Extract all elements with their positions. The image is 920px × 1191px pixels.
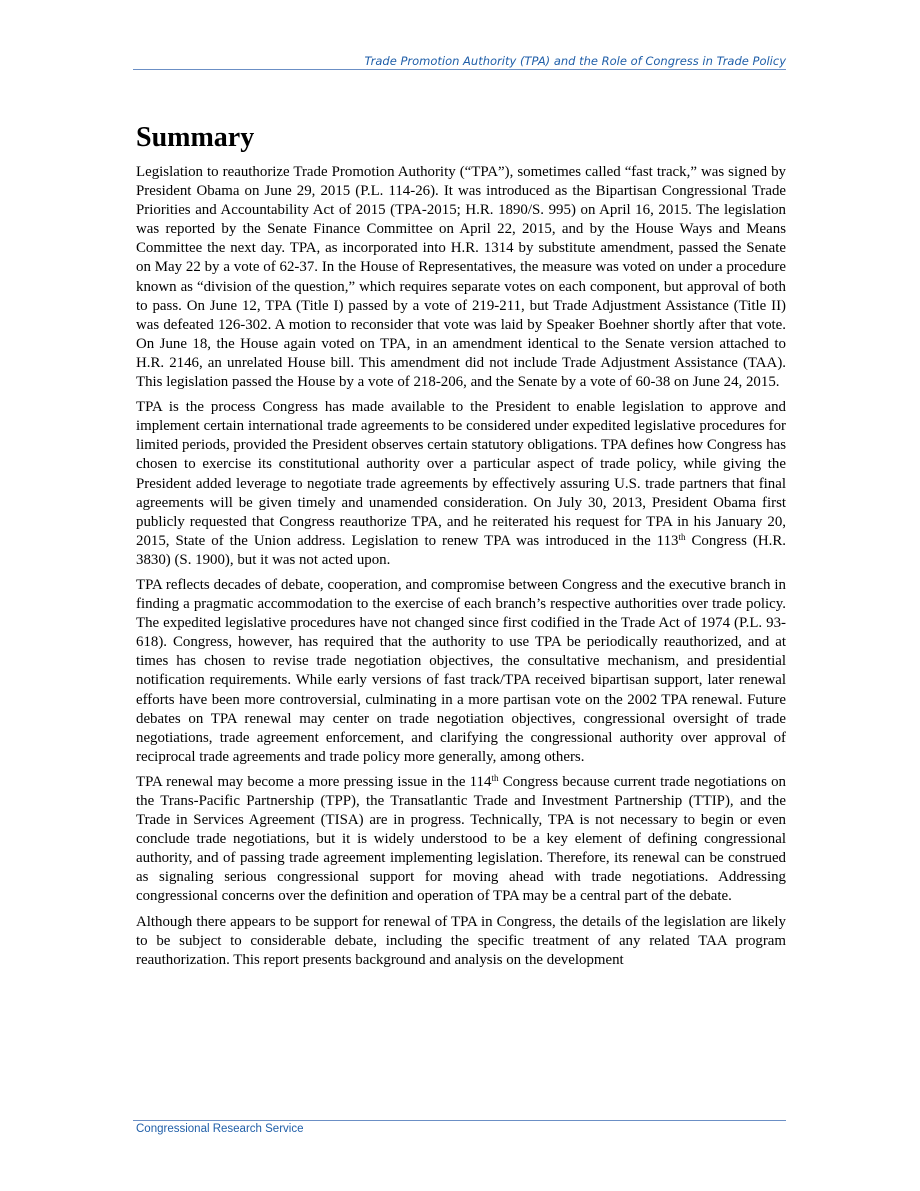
paragraph-5: Although there appears to be support for renewal of TPA in Congress, the details of the legislation are likely to be subject to considerable debate, including the specific treatment of any related TAA program reauthorization. This report presents background and analysis on the development — [136, 913, 786, 968]
paragraph-2 — [136, 398, 786, 570]
ordinal-suffix: th — [678, 531, 686, 542]
paragraph-3: TPA reflects decades of debate, cooperation, and compromise between Congress and the executive branch in finding a pragmatic accommodation to the exercise of each branch’s respective authorities over trade policy. The expedited legislative procedures have not changed since first codified in the Trade Act of 1974 (P.L. 93-618). Congress, however, has required that the authority to use TPA be periodically reauthorized, and at times has chosen to revise trade negotiation objectives, the consultative mechanism, and presidential notification requirements. While early versions of fast track/TPA received bipartisan support, later renewal efforts have been more controversial, culminating in a more partisan vote on the 2002 TPA renewal. Future debates on TPA renewal may center on trade negotiation objectives, congressional oversight of trade negotiations, trade agreement enforcement, and clarifying the congressional authority over approval of reciprocal trade agreements and trade policy more generally, among others. — [136, 576, 786, 765]
header-divider — [133, 69, 786, 70]
summary-section — [136, 120, 786, 976]
paragraph-2-text-b: Congress (H.R. 3830) (S. 1900), but it was not acted upon. — [136, 532, 786, 568]
paragraph-4-text-a: TPA renewal may become a more pressing issue in the 114 — [136, 773, 492, 790]
paragraph-4 — [136, 773, 786, 907]
running-header: Trade Promotion Authority (TPA) and the Role of Congress in Trade Policy — [364, 54, 786, 68]
section-heading: Summary — [136, 122, 255, 153]
paragraph-2-text-a: TPA is the process Congress has made available to the President to enable legislation to approve and implement certain international trade agreements to be considered under expedited legislative procedures for limited periods, provided the President observes certain statutory obligations. TPA defines how Congress has chosen to exercise its constitutional authority over a particular aspect of trade policy, while giving the President added leverage to negotiate trade agreements by effectively assuring U.S. trade partners that final agreements will be given timely and unamended consideration. On July 30, 2013, President Obama first publicly requested that Congress reauthorize TPA, and he reiterated his request for TPA in his January 20, 2015, State of the Union address. Legislation to renew TPA was introduced in the 113 — [136, 399, 786, 549]
paragraph-4-text-b: Congress because current trade negotiations on the Trans-Pacific Partnership (TPP), the Transatlantic Trade and Investment Partnership (TTIP), and the Trade in Services Agreement (TISA) are in progress. Technically, TPA is not necessary to begin or even conclude trade negotiations, but it is widely understood to be a key element of defining congressional authority, and of passing trade agreement implementing legislation. Therefore, its renewal can be construed as signaling serious congressional support for moving ahead with trade negotiations. Addressing congressional concerns over the definition and operation of TPA may be a central part of the debate. — [136, 773, 786, 905]
paragraph-1: Legislation to reauthorize Trade Promotion Authority (“TPA”), sometimes called “fast track,” was signed by President Obama on June 29, 2015 (P.L. 114-26). It was introduced as the Bipartisan Congressional Trade Priorities and Accountability Act of 2015 (TPA-2015; H.R. 1890/S. 995) on April 16, 2015. The legislation was reported by the Senate Finance Committee on April 22, 2015, and by the House Ways and Means Committee the next day. TPA, as incorporated into H.R. 1314 by substitute amendment, passed the Senate on May 22 by a vote of 62-37. In the House of Representatives, the measure was voted on under a procedure known as “division of the question,” which requires separate votes on each component, but approval of both to pass. On June 12, TPA (Title I) passed by a vote of 219-211, but Trade Adjustment Assistance (Title II) was defeated 126-302. A motion to reconsider that vote was laid by Speaker Boehner shortly after that vote. On June 18, the House again voted on TPA, in an amendment identical to the Senate version attached to H.R. 2146, an unrelated House bill. This amendment did not include Trade Adjustment Assistance (TAA). This legislation passed the House by a vote of 218-206, and the Senate by a vote of 60-38 on June 24, 2015. — [136, 164, 786, 391]
ordinal-suffix: th — [491, 772, 499, 783]
page-footer: Congressional Research Service — [136, 1123, 304, 1135]
footer-divider — [133, 1120, 786, 1121]
